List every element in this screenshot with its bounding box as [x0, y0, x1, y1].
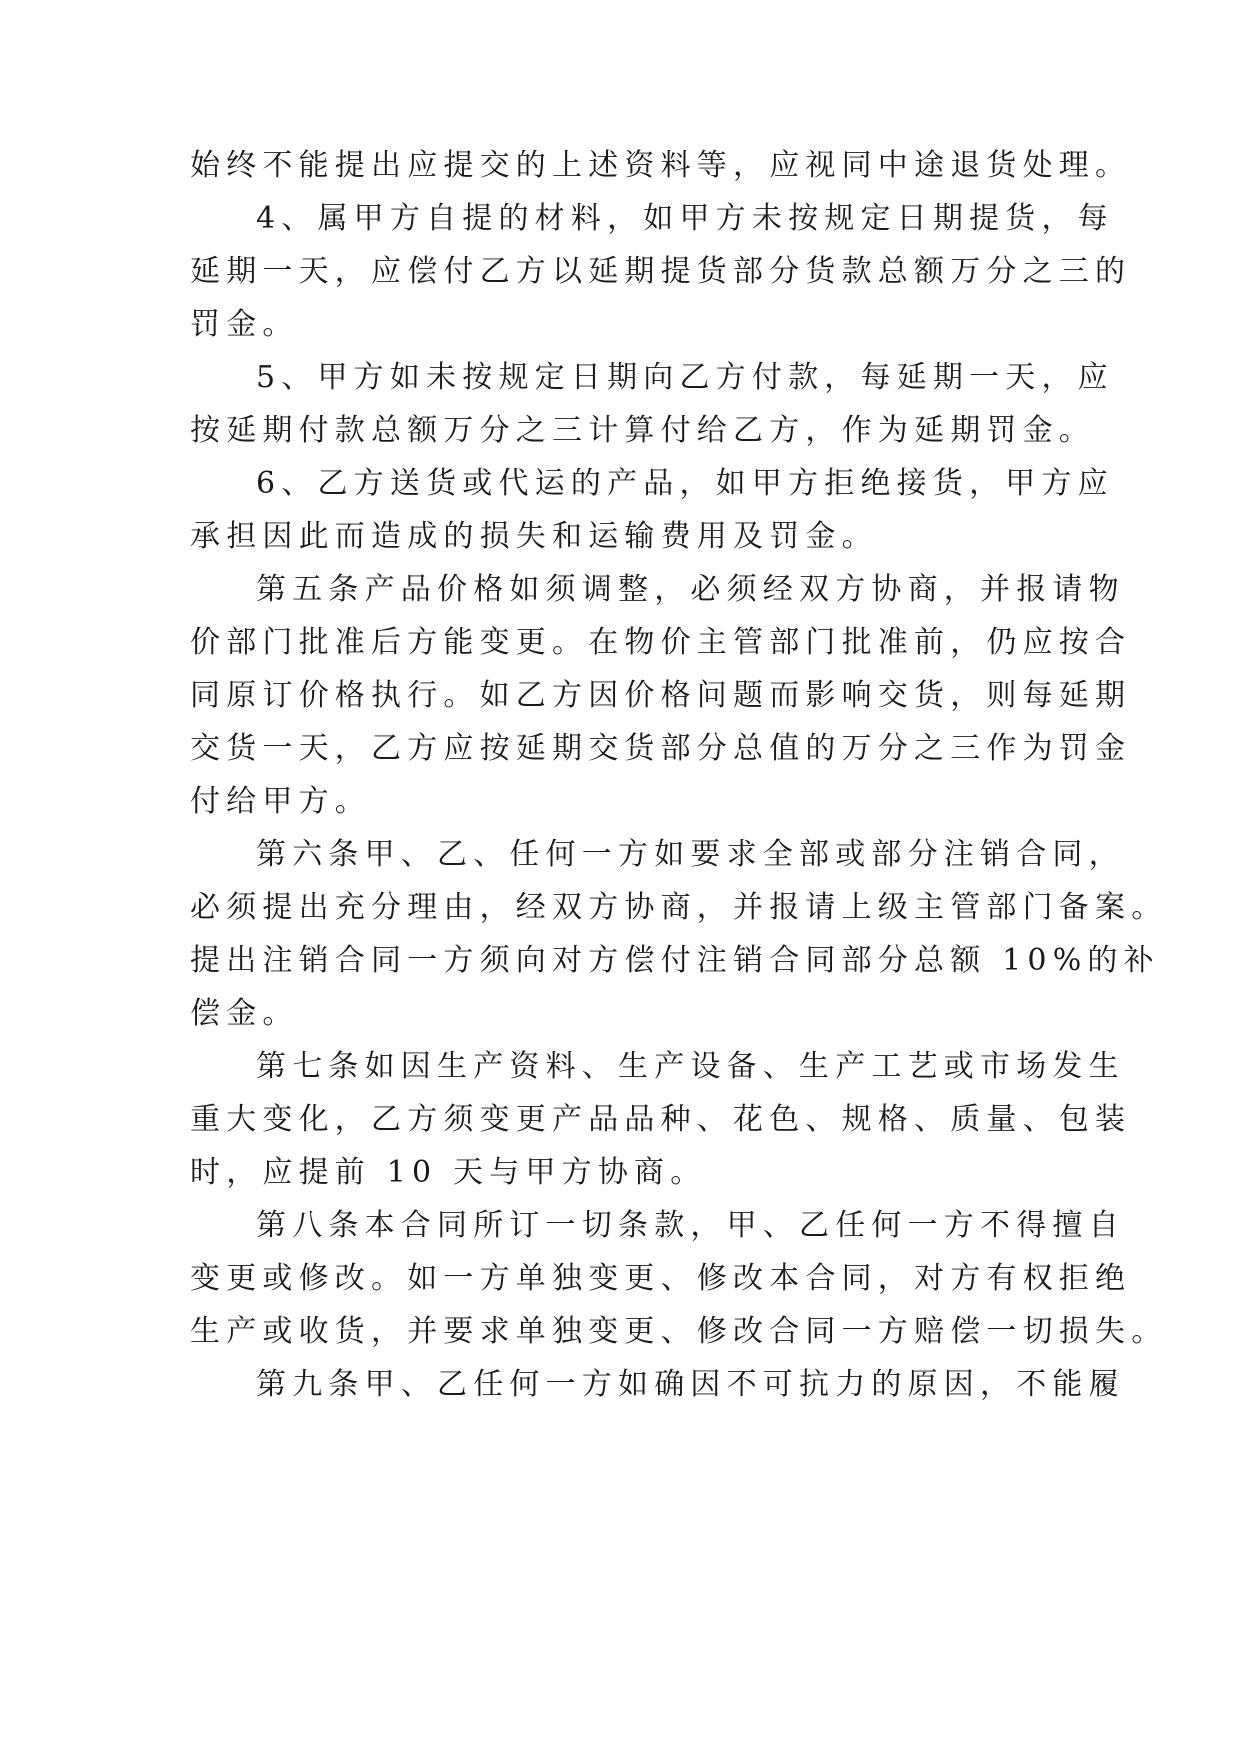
text-line: 重大变化，乙方须变更产品品种、花色、规格、质量、包装	[190, 1102, 1132, 1137]
text-line: 第五条产品价格如须调整，必须经双方协商，并报请物	[256, 572, 1125, 607]
text-line: 付给甲方。	[190, 784, 371, 819]
text-line: 罚金。	[190, 307, 299, 342]
text-line: 第九条甲、乙任何一方如确因不可抗力的原因，不能履	[256, 1367, 1125, 1402]
text-line: 6、乙方送货或代运的产品，如甲方拒绝接货，甲方应	[256, 466, 1114, 501]
text-line: 4、属甲方自提的材料，如甲方未按规定日期提货，每	[256, 201, 1114, 236]
text-line: 承担因此而造成的损失和运输费用及罚金。	[190, 519, 878, 554]
text-line: 价部门批准后方能变更。在物价主管部门批准前，仍应按合	[190, 625, 1132, 660]
text-line: 始终不能提出应提交的上述资料等，应视同中途退货处理。	[190, 148, 1132, 183]
text-line: 变更或修改。如一方单独变更、修改本合同，对方有权拒绝	[190, 1261, 1132, 1296]
text-line: 偿金。	[190, 996, 299, 1031]
text-line: 5、甲方如未按规定日期向乙方付款，每延期一天，应	[256, 360, 1114, 395]
text-line: 交货一天，乙方应按延期交货部分总值的万分之三作为罚金	[190, 731, 1132, 766]
text-line: 必须提出充分理由，经双方协商，并报请上级主管部门备案。	[190, 890, 1168, 925]
text-line: 第七条如因生产资料、生产设备、生产工艺或市场发生	[256, 1049, 1125, 1084]
text-line: 按延期付款总额万分之三计算付给乙方，作为延期罚金。	[190, 413, 1095, 448]
text-line: 第六条甲、乙、任何一方如要求全部或部分注销合同，	[256, 837, 1125, 872]
text-line: 第八条本合同所订一切条款，甲、乙任何一方不得擅自	[256, 1208, 1125, 1243]
text-line: 生产或收货，并要求单独变更、修改合同一方赔偿一切损失。	[190, 1314, 1168, 1349]
text-line: 提出注销合同一方须向对方偿付注销合同部分总额 10%的补	[190, 943, 1160, 978]
text-line: 延期一天，应偿付乙方以延期提货部分货款总额万分之三的	[190, 254, 1132, 289]
text-line: 同原订价格执行。如乙方因价格问题而影响交货，则每延期	[190, 678, 1132, 713]
text-line: 时，应提前 10 天与甲方协商。	[190, 1155, 707, 1190]
